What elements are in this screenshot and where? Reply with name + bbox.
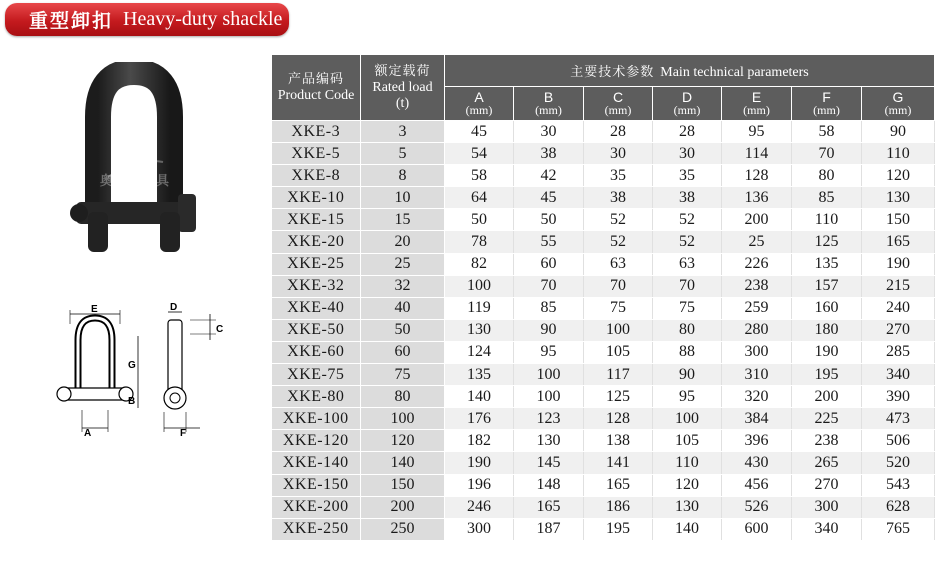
cell-value: 238 bbox=[722, 275, 792, 297]
cell-load: 120 bbox=[361, 430, 445, 452]
cell-value: 145 bbox=[514, 452, 584, 474]
table-row bbox=[272, 364, 935, 386]
cell-value: 63 bbox=[653, 253, 722, 275]
cell-value: 70 bbox=[653, 275, 722, 297]
cell-value: 456 bbox=[722, 474, 792, 496]
header-col-e: E (mm) bbox=[722, 87, 792, 121]
cell-code: XKE-140 bbox=[272, 452, 361, 474]
cell-value: 238 bbox=[792, 430, 862, 452]
cell-load: 25 bbox=[361, 253, 445, 275]
cell-value: 430 bbox=[722, 452, 792, 474]
cell-value: 300 bbox=[445, 518, 514, 540]
cell-value: 50 bbox=[445, 209, 514, 231]
cell-value: 110 bbox=[792, 209, 862, 231]
cell-value: 246 bbox=[445, 496, 514, 518]
cell-value: 52 bbox=[584, 209, 653, 231]
cell-value: 38 bbox=[653, 187, 722, 209]
cell-value: 28 bbox=[584, 121, 653, 143]
table-row bbox=[272, 165, 935, 187]
cell-value: 186 bbox=[584, 496, 653, 518]
cell-value: 45 bbox=[514, 187, 584, 209]
cell-value: 120 bbox=[862, 165, 935, 187]
cell-code: XKE-100 bbox=[272, 408, 361, 430]
table-row bbox=[272, 518, 935, 540]
cell-value: 320 bbox=[722, 386, 792, 408]
cell-code: XKE-8 bbox=[272, 165, 361, 187]
cell-value: 259 bbox=[722, 297, 792, 319]
cell-code: XKE-32 bbox=[272, 275, 361, 297]
cell-value: 165 bbox=[514, 496, 584, 518]
label-b: B bbox=[128, 396, 136, 407]
table-row bbox=[272, 187, 935, 209]
cell-value: 280 bbox=[722, 319, 792, 341]
cell-value: 95 bbox=[722, 121, 792, 143]
table-row bbox=[272, 143, 935, 165]
cell-value: 70 bbox=[792, 143, 862, 165]
table-row bbox=[272, 430, 935, 452]
header-col-a: A (mm) bbox=[445, 87, 514, 121]
cell-value: 520 bbox=[862, 452, 935, 474]
cell-value: 88 bbox=[653, 341, 722, 363]
table-row bbox=[272, 253, 935, 275]
cell-load: 5 bbox=[361, 143, 445, 165]
cell-value: 138 bbox=[584, 430, 653, 452]
cell-value: 765 bbox=[862, 518, 935, 540]
cell-value: 215 bbox=[862, 275, 935, 297]
cell-value: 226 bbox=[722, 253, 792, 275]
cell-value: 135 bbox=[445, 364, 514, 386]
cell-value: 265 bbox=[792, 452, 862, 474]
cell-value: 195 bbox=[792, 364, 862, 386]
cell-value: 100 bbox=[584, 319, 653, 341]
cell-value: 45 bbox=[445, 121, 514, 143]
table-row bbox=[272, 474, 935, 496]
cell-value: 114 bbox=[722, 143, 792, 165]
cell-value: 110 bbox=[653, 452, 722, 474]
header-col-f: F (mm) bbox=[792, 87, 862, 121]
cell-value: 310 bbox=[722, 364, 792, 386]
cell-value: 140 bbox=[653, 518, 722, 540]
cell-value: 200 bbox=[792, 386, 862, 408]
cell-value: 300 bbox=[722, 341, 792, 363]
cell-value: 526 bbox=[722, 496, 792, 518]
cell-value: 136 bbox=[722, 187, 792, 209]
cell-code: XKE-50 bbox=[272, 319, 361, 341]
header-product-code: 产品编码 Product Code bbox=[272, 55, 361, 121]
cell-value: 165 bbox=[862, 231, 935, 253]
cell-value: 180 bbox=[792, 319, 862, 341]
cell-load: 20 bbox=[361, 231, 445, 253]
cell-value: 340 bbox=[862, 364, 935, 386]
table-row bbox=[272, 386, 935, 408]
cell-value: 119 bbox=[445, 297, 514, 319]
cell-value: 58 bbox=[445, 165, 514, 187]
cell-value: 38 bbox=[584, 187, 653, 209]
cell-value: 140 bbox=[445, 386, 514, 408]
cell-code: XKE-20 bbox=[272, 231, 361, 253]
cell-value: 300 bbox=[792, 496, 862, 518]
cell-value: 130 bbox=[653, 496, 722, 518]
cell-value: 124 bbox=[445, 341, 514, 363]
cell-code: XKE-60 bbox=[272, 341, 361, 363]
cell-value: 100 bbox=[445, 275, 514, 297]
cell-value: 390 bbox=[862, 386, 935, 408]
cell-value: 85 bbox=[514, 297, 584, 319]
header-col-d: D (mm) bbox=[653, 87, 722, 121]
cell-code: XKE-250 bbox=[272, 518, 361, 540]
cell-value: 195 bbox=[584, 518, 653, 540]
cell-value: 141 bbox=[584, 452, 653, 474]
label-d: D bbox=[170, 302, 178, 313]
title-en: Heavy-duty shackle bbox=[123, 8, 283, 30]
cell-value: 54 bbox=[445, 143, 514, 165]
cell-value: 396 bbox=[722, 430, 792, 452]
table-row bbox=[272, 452, 935, 474]
cell-load: 250 bbox=[361, 518, 445, 540]
cell-value: 64 bbox=[445, 187, 514, 209]
cell-code: XKE-25 bbox=[272, 253, 361, 275]
table-row bbox=[272, 319, 935, 341]
cell-value: 340 bbox=[792, 518, 862, 540]
cell-value: 80 bbox=[792, 165, 862, 187]
cell-value: 187 bbox=[514, 518, 584, 540]
cell-value: 384 bbox=[722, 408, 792, 430]
cell-value: 157 bbox=[792, 275, 862, 297]
cell-code: XKE-80 bbox=[272, 386, 361, 408]
header-rated-load: 额定载荷 Rated load (t) bbox=[361, 55, 445, 121]
cell-value: 190 bbox=[445, 452, 514, 474]
cell-value: 628 bbox=[862, 496, 935, 518]
cell-value: 200 bbox=[722, 209, 792, 231]
table-row bbox=[272, 231, 935, 253]
cell-value: 285 bbox=[862, 341, 935, 363]
cell-value: 130 bbox=[862, 187, 935, 209]
cell-code: XKE-5 bbox=[272, 143, 361, 165]
cell-value: 63 bbox=[584, 253, 653, 275]
cell-value: 52 bbox=[653, 209, 722, 231]
cell-value: 128 bbox=[722, 165, 792, 187]
cell-value: 120 bbox=[653, 474, 722, 496]
cell-value: 135 bbox=[792, 253, 862, 275]
cell-value: 473 bbox=[862, 408, 935, 430]
table-row bbox=[272, 496, 935, 518]
cell-value: 78 bbox=[445, 231, 514, 253]
cell-value: 270 bbox=[862, 319, 935, 341]
cell-value: 196 bbox=[445, 474, 514, 496]
cell-load: 32 bbox=[361, 275, 445, 297]
cell-value: 50 bbox=[514, 209, 584, 231]
cell-load: 40 bbox=[361, 297, 445, 319]
cell-value: 100 bbox=[514, 386, 584, 408]
cell-load: 150 bbox=[361, 474, 445, 496]
cell-load: 60 bbox=[361, 341, 445, 363]
table-row bbox=[272, 408, 935, 430]
watermark: 奥宏吊索具 bbox=[100, 174, 171, 189]
label-e: E bbox=[91, 304, 98, 315]
cell-value: 75 bbox=[653, 297, 722, 319]
cell-code: XKE-200 bbox=[272, 496, 361, 518]
cell-value: 240 bbox=[862, 297, 935, 319]
cell-code: XKE-150 bbox=[272, 474, 361, 496]
cell-load: 80 bbox=[361, 386, 445, 408]
cell-load: 50 bbox=[361, 319, 445, 341]
cell-value: 38 bbox=[514, 143, 584, 165]
cell-value: 543 bbox=[862, 474, 935, 496]
cell-value: 176 bbox=[445, 408, 514, 430]
cell-value: 150 bbox=[862, 209, 935, 231]
cell-value: 85 bbox=[792, 187, 862, 209]
label-c: C bbox=[216, 324, 224, 335]
cell-value: 125 bbox=[792, 231, 862, 253]
cell-load: 15 bbox=[361, 209, 445, 231]
cell-value: 82 bbox=[445, 253, 514, 275]
cell-value: 506 bbox=[862, 430, 935, 452]
cell-code: XKE-120 bbox=[272, 430, 361, 452]
table-row bbox=[272, 275, 935, 297]
cell-value: 182 bbox=[445, 430, 514, 452]
cell-code: XKE-75 bbox=[272, 364, 361, 386]
cell-value: 58 bbox=[792, 121, 862, 143]
cell-load: 10 bbox=[361, 187, 445, 209]
cell-load: 8 bbox=[361, 165, 445, 187]
cell-value: 30 bbox=[653, 143, 722, 165]
cell-value: 55 bbox=[514, 231, 584, 253]
title-cn: 重型卸扣 bbox=[29, 10, 114, 32]
cell-value: 128 bbox=[584, 408, 653, 430]
cell-value: 100 bbox=[653, 408, 722, 430]
cell-load: 140 bbox=[361, 452, 445, 474]
cell-value: 75 bbox=[584, 297, 653, 319]
label-a: A bbox=[84, 428, 92, 439]
cell-value: 52 bbox=[584, 231, 653, 253]
cell-value: 190 bbox=[792, 341, 862, 363]
table-row bbox=[272, 341, 935, 363]
cell-value: 28 bbox=[653, 121, 722, 143]
cell-load: 3 bbox=[361, 121, 445, 143]
cell-value: 52 bbox=[653, 231, 722, 253]
cell-value: 105 bbox=[653, 430, 722, 452]
cell-code: XKE-40 bbox=[272, 297, 361, 319]
cell-value: 160 bbox=[792, 297, 862, 319]
cell-code: XKE-15 bbox=[272, 209, 361, 231]
cell-value: 60 bbox=[514, 253, 584, 275]
table-row bbox=[272, 209, 935, 231]
cell-load: 200 bbox=[361, 496, 445, 518]
cell-value: 35 bbox=[584, 165, 653, 187]
cell-value: 25 bbox=[722, 231, 792, 253]
title-banner bbox=[5, 3, 289, 36]
cell-value: 105 bbox=[584, 341, 653, 363]
header-col-g: G (mm) bbox=[862, 87, 935, 121]
cell-value: 123 bbox=[514, 408, 584, 430]
header-col-c: C (mm) bbox=[584, 87, 653, 121]
dimension-drawing bbox=[40, 300, 250, 445]
cell-value: 90 bbox=[514, 319, 584, 341]
cell-value: 130 bbox=[514, 430, 584, 452]
cell-value: 70 bbox=[514, 275, 584, 297]
label-f: F bbox=[180, 428, 187, 439]
cell-load: 75 bbox=[361, 364, 445, 386]
cell-value: 95 bbox=[653, 386, 722, 408]
spec-table bbox=[271, 54, 935, 541]
cell-value: 190 bbox=[862, 253, 935, 275]
cell-value: 30 bbox=[584, 143, 653, 165]
cell-value: 600 bbox=[722, 518, 792, 540]
cell-value: 80 bbox=[653, 319, 722, 341]
cell-value: 42 bbox=[514, 165, 584, 187]
header-col-b: B (mm) bbox=[514, 87, 584, 121]
cell-value: 148 bbox=[514, 474, 584, 496]
cell-value: 225 bbox=[792, 408, 862, 430]
cell-value: 95 bbox=[514, 341, 584, 363]
shackle-photo bbox=[68, 62, 208, 262]
cell-value: 110 bbox=[862, 143, 935, 165]
cell-value: 90 bbox=[862, 121, 935, 143]
cell-value: 90 bbox=[653, 364, 722, 386]
label-g: G bbox=[128, 360, 136, 371]
cell-code: XKE-10 bbox=[272, 187, 361, 209]
cell-value: 117 bbox=[584, 364, 653, 386]
cell-load: 100 bbox=[361, 408, 445, 430]
cell-value: 130 bbox=[445, 319, 514, 341]
cell-value: 270 bbox=[792, 474, 862, 496]
cell-value: 30 bbox=[514, 121, 584, 143]
cell-value: 70 bbox=[584, 275, 653, 297]
table-row bbox=[272, 121, 935, 143]
cell-value: 35 bbox=[653, 165, 722, 187]
cell-value: 100 bbox=[514, 364, 584, 386]
cell-code: XKE-3 bbox=[272, 121, 361, 143]
cell-value: 165 bbox=[584, 474, 653, 496]
table-row bbox=[272, 297, 935, 319]
cell-value: 125 bbox=[584, 386, 653, 408]
header-main-parameters: 主要技术参数 Main technical parameters bbox=[445, 55, 935, 87]
